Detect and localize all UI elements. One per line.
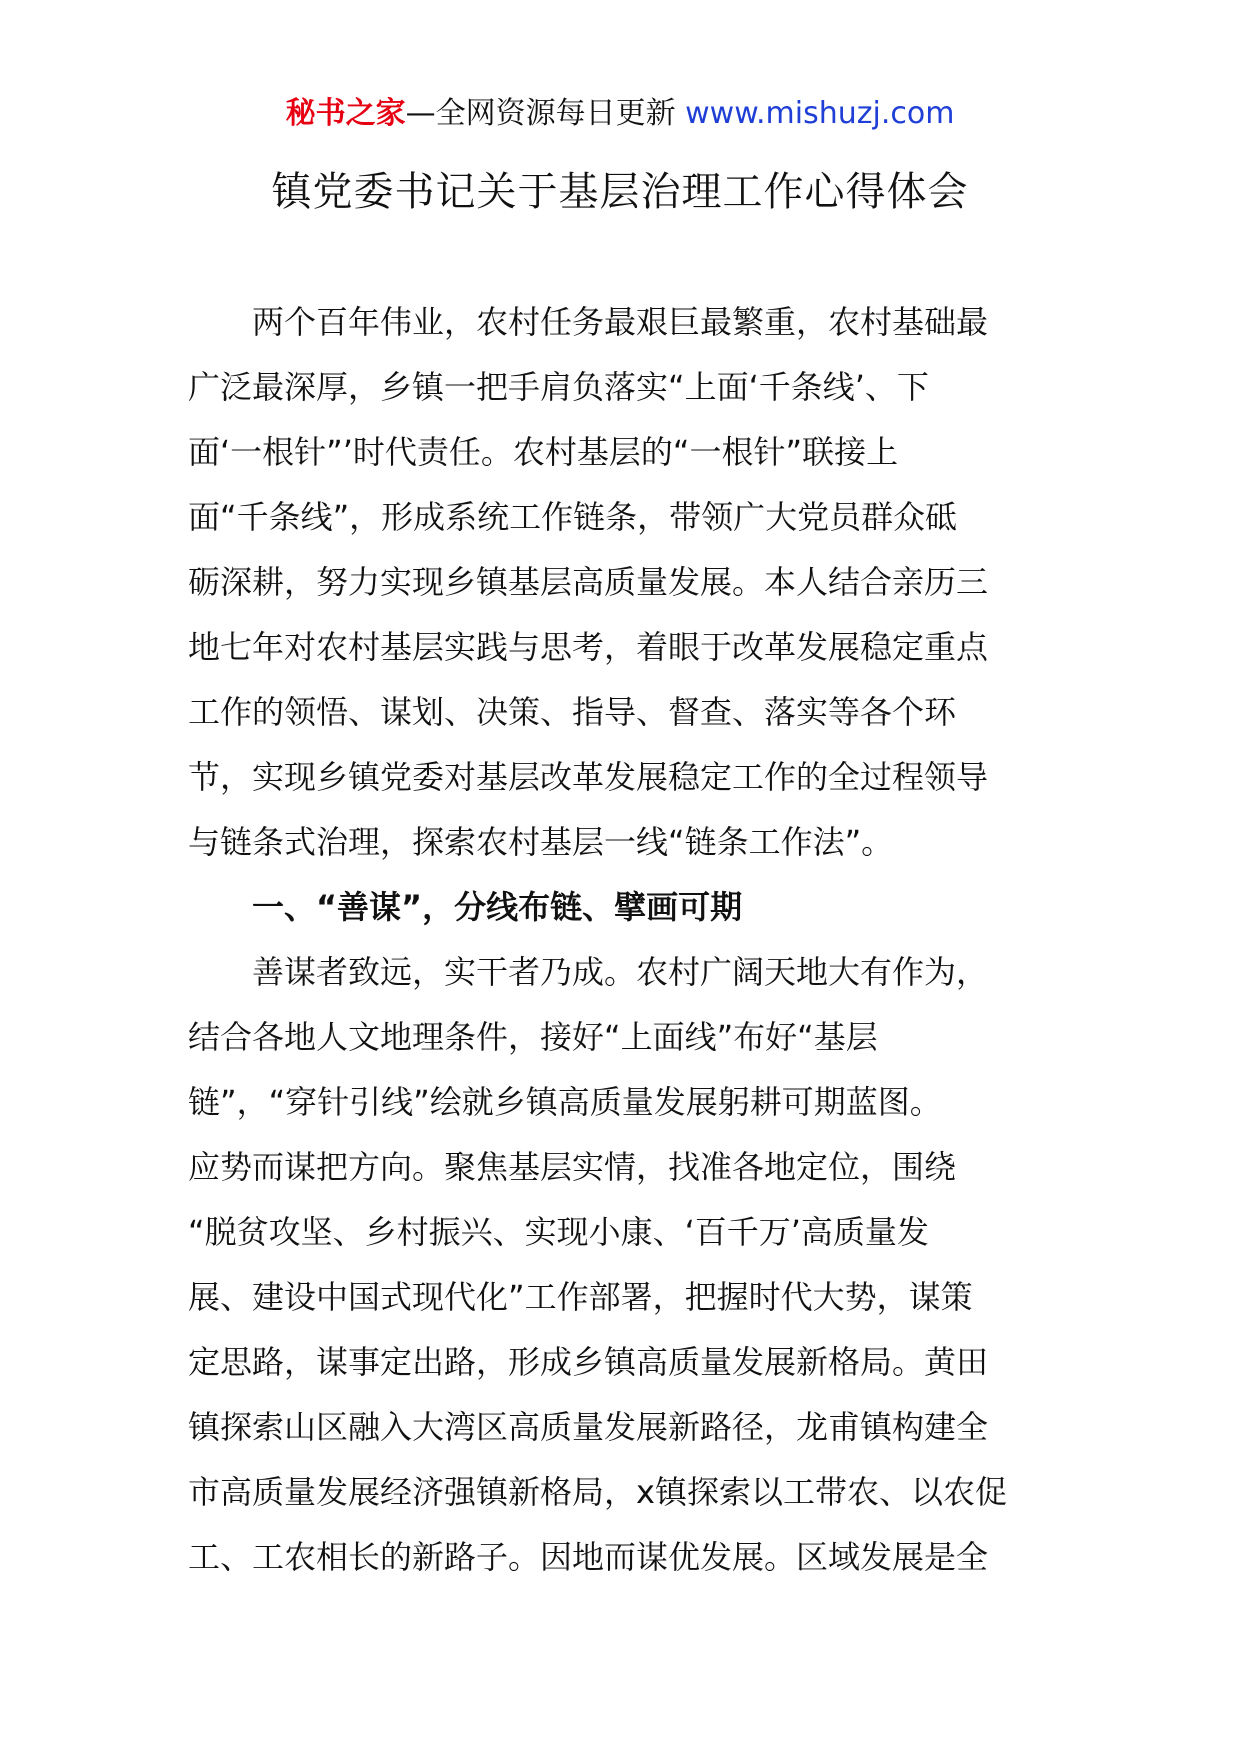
paragraph-line: 工、工农相长的新路子。因地而谋优发展。区域发展是全 — [188, 1538, 989, 1576]
paragraph-line: 结合各地人文地理条件，接好“上面线”布好“基层 — [188, 1018, 878, 1056]
paragraph-line: 市高质量发展经济强镇新格局，x镇探索以工带农、以农促 — [188, 1473, 1007, 1511]
site-url-link[interactable]: www.mishuzj.com — [685, 96, 955, 131]
paragraph-line: 面‘一根针”’时代责任。农村基层的“一根针”联接上 — [188, 433, 899, 471]
paragraph-line: 展、建设中国式现代化”工作部署，把握时代大势，谋策 — [188, 1278, 973, 1316]
paragraph-line: 链”，“穿针引线”绘就乡镇高质量发展躬耕可期蓝图。 — [188, 1083, 942, 1121]
paragraph-line: 节，实现乡镇党委对基层改革发展稳定工作的全过程领导 — [188, 758, 989, 796]
document-title: 镇党委书记关于基层治理工作心得体会 — [271, 169, 969, 215]
paragraph-line: 镇探索山区融入大湾区高质量发展新路径，龙甫镇构建全 — [188, 1408, 989, 1446]
paragraph-line: 砺深耕，努力实现乡镇基层高质量发展。本人结合亲历三 — [188, 563, 989, 601]
paragraph-line: “脱贫攻坚、乡村振兴、实现小康、‘百千万’高质量发 — [188, 1213, 929, 1251]
paragraph-line: 与链条式治理，探索农村基层一线“链条工作法”。 — [188, 823, 894, 861]
paragraph-line: 定思路，谋事定出路，形成乡镇高质量发展新格局。黄田 — [188, 1343, 989, 1381]
paragraph-line: 面“千条线”，形成系统工作链条，带领广大党员群众砥 — [188, 498, 958, 536]
paragraph-line: 应势而谋把方向。聚焦基层实情，找准各地定位，围绕 — [188, 1148, 957, 1186]
site-header — [0, 92, 1240, 136]
paragraph-line: 两个百年伟业，农村任务最艰巨最繁重，农村基础最 — [252, 303, 989, 341]
paragraph-line: 工作的领悟、谋划、决策、指导、督查、落实等各个环 — [188, 693, 957, 731]
paragraph-line: 善谋者致远，实干者乃成。农村广阔天地大有作为， — [252, 953, 989, 991]
section-heading: 一、“善谋”，分线布链、擘画可期 — [252, 888, 743, 926]
paragraph-line: 地七年对农村基层实践与思考，着眼于改革发展稳定重点 — [188, 628, 989, 666]
site-brand: 秘书之家 — [285, 96, 406, 131]
site-tagline: —全网资源每日更新 — [405, 96, 676, 131]
paragraph-line: 广泛最深厚，乡镇一把手肩负落实“上面‘千条线’、下 — [188, 368, 929, 406]
document-body — [188, 290, 1054, 1590]
